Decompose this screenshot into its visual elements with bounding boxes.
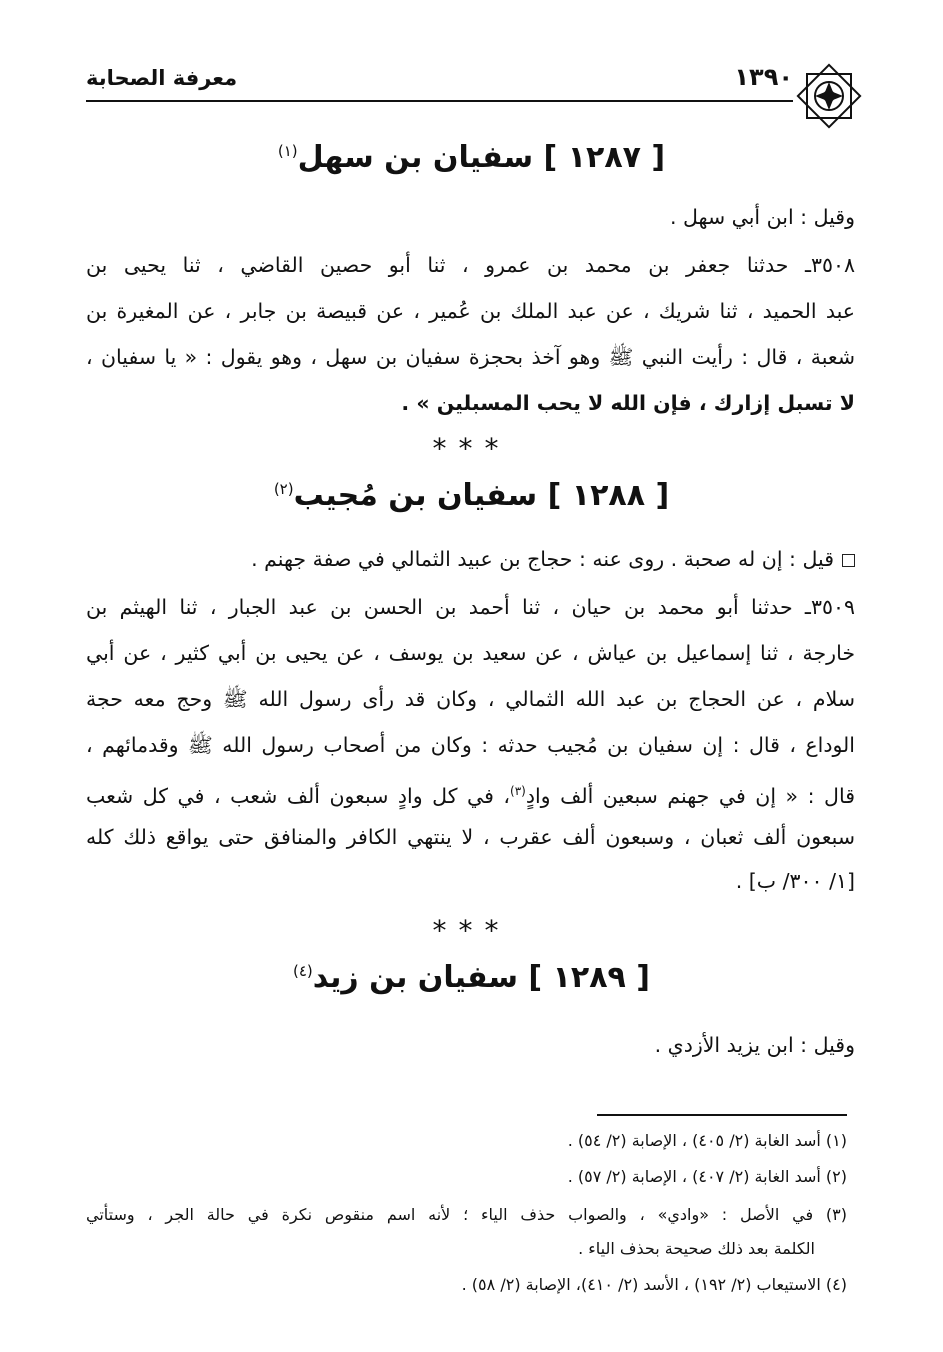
hadith-line: عبد الحميد ، ثنا شريك ، عن عبد الملك بن عُمير ، عن قبيصة بن جابر ، عن المغيرة بن xyxy=(86,299,855,323)
hadith-line: سبعون ألف ثعبان ، وسبعون ألف عقرب ، لا ينتهي الكافر والمنافق حتى يواقع ذلك كله xyxy=(86,825,855,849)
header-rule xyxy=(86,100,793,102)
section-separator: *** xyxy=(432,914,511,947)
hadith-line: خارجة ، ثنا إسماعيل بن عياش ، عن سعيد بن يوسف ، عن يحيى بن أبي كثير ، عن أبي xyxy=(86,641,855,665)
entry-title: [ ١٢٨٨ ] سفيان بن مُجيب xyxy=(293,478,670,513)
entry-heading xyxy=(90,140,853,175)
running-title: معرفة الصحابة xyxy=(86,66,238,90)
note-text: قيل : إن له صحبة . روى عنه : حجاج بن عبيد الثمالي في صفة جهنم . xyxy=(251,547,834,571)
hadith-line xyxy=(401,388,855,418)
hadith-line: [١/ ٣٠٠/ ب] . xyxy=(735,869,855,893)
footnote-ref: (٤) xyxy=(292,962,313,980)
entry-title: [ ١٢٨٩ ] سفيان بن زيد xyxy=(312,960,650,995)
hadith-line xyxy=(86,342,855,372)
footnote: (٢) أسد الغابة (٢/ ٤٠٧) ، الإصابة (٢/ ٥٧) . xyxy=(567,1167,847,1186)
entry-title: [ ١٢٨٧ ] سفيان بن سهل xyxy=(297,140,666,175)
hadith-text: شعبة ، قال : رأيت النبي ﷺ وهو آخذ بحجزة سفيان بن سهل ، وهو يقول : « يا سفيان ، xyxy=(86,345,855,369)
hadith-line: ٣٥٠٩ـ حدثنا أبو محمد بن حيان ، ثنا أحمد بن الحسن بن عبد الجبار ، ثنا الهيثم بن xyxy=(86,595,855,619)
alias-line: وقيل : ابن يزيد الأزدي . xyxy=(654,1033,855,1057)
hadith-text: قال : « إن في جهنم سبعين ألف وادٍ xyxy=(525,783,855,808)
hadith-line: ٣٥٠٨ـ حدثنا جعفر بن محمد بن عمرو ، ثنا أبو حصين القاضي ، ثنا يحيى بن xyxy=(86,253,855,277)
footnote: (١) أسد الغابة (٢/ ٤٠٥) ، الإصابة (٢/ ٥٤) . xyxy=(567,1131,847,1150)
octagram-ornament-icon xyxy=(793,60,865,132)
note-line xyxy=(251,544,855,574)
section-separator: *** xyxy=(432,432,511,465)
entry-heading xyxy=(90,478,853,513)
footnote-ref: (١) xyxy=(277,142,298,160)
footnote-continuation: الكلمة بعد ذلك صحيحة بحذف الياء . xyxy=(578,1239,815,1258)
footnote: (٣) في الأصل : «وادي» ، والصواب حذف الياء ؛ لأنه اسم منقوص نكرة في حالة الجر ، وستأتي xyxy=(86,1205,847,1224)
footnote-ref: (٢) xyxy=(273,480,294,498)
alias-line: وقيل : ابن أبي سهل . xyxy=(669,205,855,229)
hadith-line: سلام ، عن الحجاج بن عبد الله الثمالي ، وكان قد رأى رسول الله ﷺ وحج معه حجة xyxy=(86,687,855,711)
square-bullet-icon xyxy=(842,554,855,567)
footnote-rule xyxy=(597,1114,847,1116)
hadith-text: ، في كل وادٍ سبعون ألف شعب ، في كل شعب xyxy=(86,783,511,808)
hadith-line xyxy=(86,776,855,811)
hadith-line: الوداع ، قال : إن سفيان بن مُجيب حدثه : وكان من أصحاب رسول الله ﷺ وقدمائهم ، xyxy=(86,733,855,757)
footnote: (٤) الاستيعاب (٢/ ١٩٢) ، الأسد (٢/ ٤١٠)، الإصابة (٢/ ٥٨) . xyxy=(461,1275,847,1294)
page-number: ١٣٩٠ xyxy=(734,63,793,91)
footnote-ref: (٣) xyxy=(510,784,526,798)
entry-heading xyxy=(90,960,853,995)
hadith-text: لا تسبل إزارك ، فإن الله لا يحب المسبلين » . xyxy=(401,391,855,415)
